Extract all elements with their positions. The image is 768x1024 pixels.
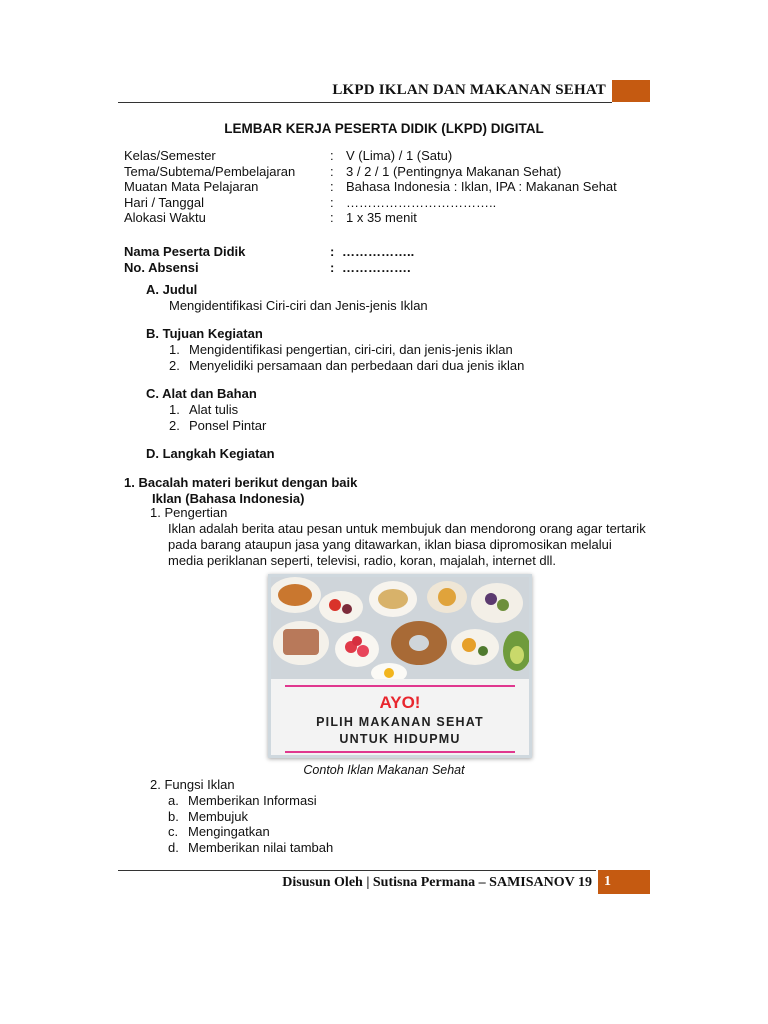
page-footer — [118, 870, 650, 894]
ad-banner — [271, 679, 529, 755]
info-colon: : — [330, 148, 334, 163]
list-letter: b. — [168, 808, 179, 824]
info-label: Muatan Mata Pelajaran — [124, 179, 259, 194]
footer-author: Disusun Oleh | Sutisna Permana – SAMISANOV 19 — [282, 875, 592, 890]
section-heading: C. Alat dan Bahan — [146, 386, 257, 401]
student-fields — [124, 244, 414, 276]
fungsi-title: 2. Fungsi Iklan — [150, 777, 235, 792]
header-rule — [118, 102, 612, 103]
list-item — [168, 793, 333, 809]
section-tujuan — [146, 326, 524, 373]
list-item — [169, 342, 524, 358]
student-label: Nama Peserta Didik — [124, 244, 246, 259]
ad-divider-top — [285, 685, 515, 687]
header-accent-box — [612, 80, 650, 102]
document-title: LEMBAR KERJA PESERTA DIDIK (LKPD) DIGITAL — [224, 121, 544, 136]
info-colon: : — [330, 163, 334, 179]
info-row — [124, 164, 617, 180]
section-alat-bahan — [146, 386, 266, 433]
info-value: 1 x 35 menit — [346, 210, 417, 225]
section-body: Mengidentifikasi Ciri-ciri dan Jenis-jenis Iklan — [169, 298, 428, 313]
section-heading: D. Langkah Kegiatan — [146, 446, 275, 461]
list-text: Membujuk — [188, 808, 248, 824]
info-colon: : — [330, 179, 334, 194]
info-table — [124, 148, 617, 226]
list-text: Mengidentifikasi pengertian, ciri-ciri, dan jenis-jenis iklan — [189, 342, 513, 357]
info-colon: : — [330, 210, 334, 225]
list-text: Ponsel Pintar — [189, 417, 267, 433]
list-text: Alat tulis — [189, 402, 239, 417]
info-value: …………………………….. — [346, 194, 497, 210]
list-number: 2. — [169, 417, 180, 433]
student-row — [124, 260, 414, 276]
section-langkah — [146, 446, 275, 462]
list-item — [168, 809, 333, 825]
ad-headline: AYO! — [379, 693, 421, 712]
pengertian-title: 1. Pengertian — [150, 505, 228, 520]
info-colon: : — [330, 260, 335, 275]
info-label: Tema/Subtema/Pembelajaran — [124, 163, 296, 179]
list-text: Mengingatkan — [188, 824, 270, 839]
info-value: 3 / 2 / 1 (Pentingnya Makanan Sehat) — [346, 163, 562, 179]
step-title: 1. Bacalah materi berikut dengan baik — [124, 475, 358, 490]
page-number: 1 — [598, 870, 650, 894]
info-label: Alokasi Waktu — [124, 210, 206, 225]
list-number: 2. — [169, 357, 180, 373]
list-item — [169, 418, 266, 434]
pengertian-body: Iklan adalah berita atau pesan untuk membujuk dan mendorong orang agar tertarik pada barang ataupun jasa yang ditawarkan, iklan biasa dipromosikan melalui media periklanan seperti, televisi, radio, koran, majalah, internet dll. — [168, 521, 646, 568]
info-value: V (Lima) / 1 (Satu) — [346, 148, 453, 163]
list-letter: a. — [168, 793, 179, 808]
ordered-list — [146, 342, 524, 373]
list-text: Memberikan nilai tambah — [188, 839, 334, 855]
food-photo — [271, 577, 529, 679]
ad-line-1: PILIH MAKANAN SEHAT — [316, 715, 484, 729]
info-label: Hari / Tanggal — [124, 194, 204, 210]
section-heading: A. Judul — [146, 282, 198, 297]
pengertian-block — [150, 505, 650, 569]
list-item — [169, 402, 266, 418]
info-label: Kelas/Semester — [124, 148, 216, 163]
list-item — [169, 358, 524, 374]
list-number: 1. — [169, 402, 180, 417]
section-heading: B. Tujuan Kegiatan — [146, 326, 263, 341]
list-letter: d. — [168, 839, 179, 855]
info-row — [124, 210, 617, 226]
info-value: Bahasa Indonesia : Iklan, IPA : Makanan Sehat — [346, 179, 617, 194]
ad-divider-bottom — [285, 751, 515, 753]
list-letter: c. — [168, 824, 179, 839]
info-row — [124, 195, 617, 211]
student-value: …………….. — [342, 244, 415, 259]
list-text: Memberikan Informasi — [188, 793, 317, 808]
step-1 — [124, 475, 357, 507]
ad-line-2: UNTUK HIDUPMU — [339, 732, 461, 746]
student-label: No. Absensi — [124, 260, 199, 275]
list-number: 1. — [169, 342, 180, 357]
section-judul — [146, 282, 428, 314]
ad-image — [268, 574, 532, 758]
list-item — [168, 840, 333, 856]
footer-rule — [118, 870, 596, 871]
fungsi-block — [150, 777, 333, 855]
info-colon: : — [330, 194, 334, 210]
step-subtitle: Iklan (Bahasa Indonesia) — [152, 491, 305, 506]
page-header — [118, 80, 650, 104]
info-row — [124, 148, 617, 164]
image-caption: Contoh Iklan Makanan Sehat — [303, 763, 465, 777]
student-row — [124, 244, 414, 260]
student-value: ……………. — [342, 260, 411, 275]
info-row — [124, 179, 617, 195]
ordered-list — [146, 402, 266, 433]
list-item — [168, 824, 333, 840]
info-colon: : — [330, 244, 335, 259]
list-text: Menyelidiki persamaan dan perbedaan dari dua jenis iklan — [189, 357, 525, 373]
header-title: LKPD IKLAN DAN MAKANAN SEHAT — [332, 82, 606, 98]
ordered-list — [150, 793, 333, 855]
